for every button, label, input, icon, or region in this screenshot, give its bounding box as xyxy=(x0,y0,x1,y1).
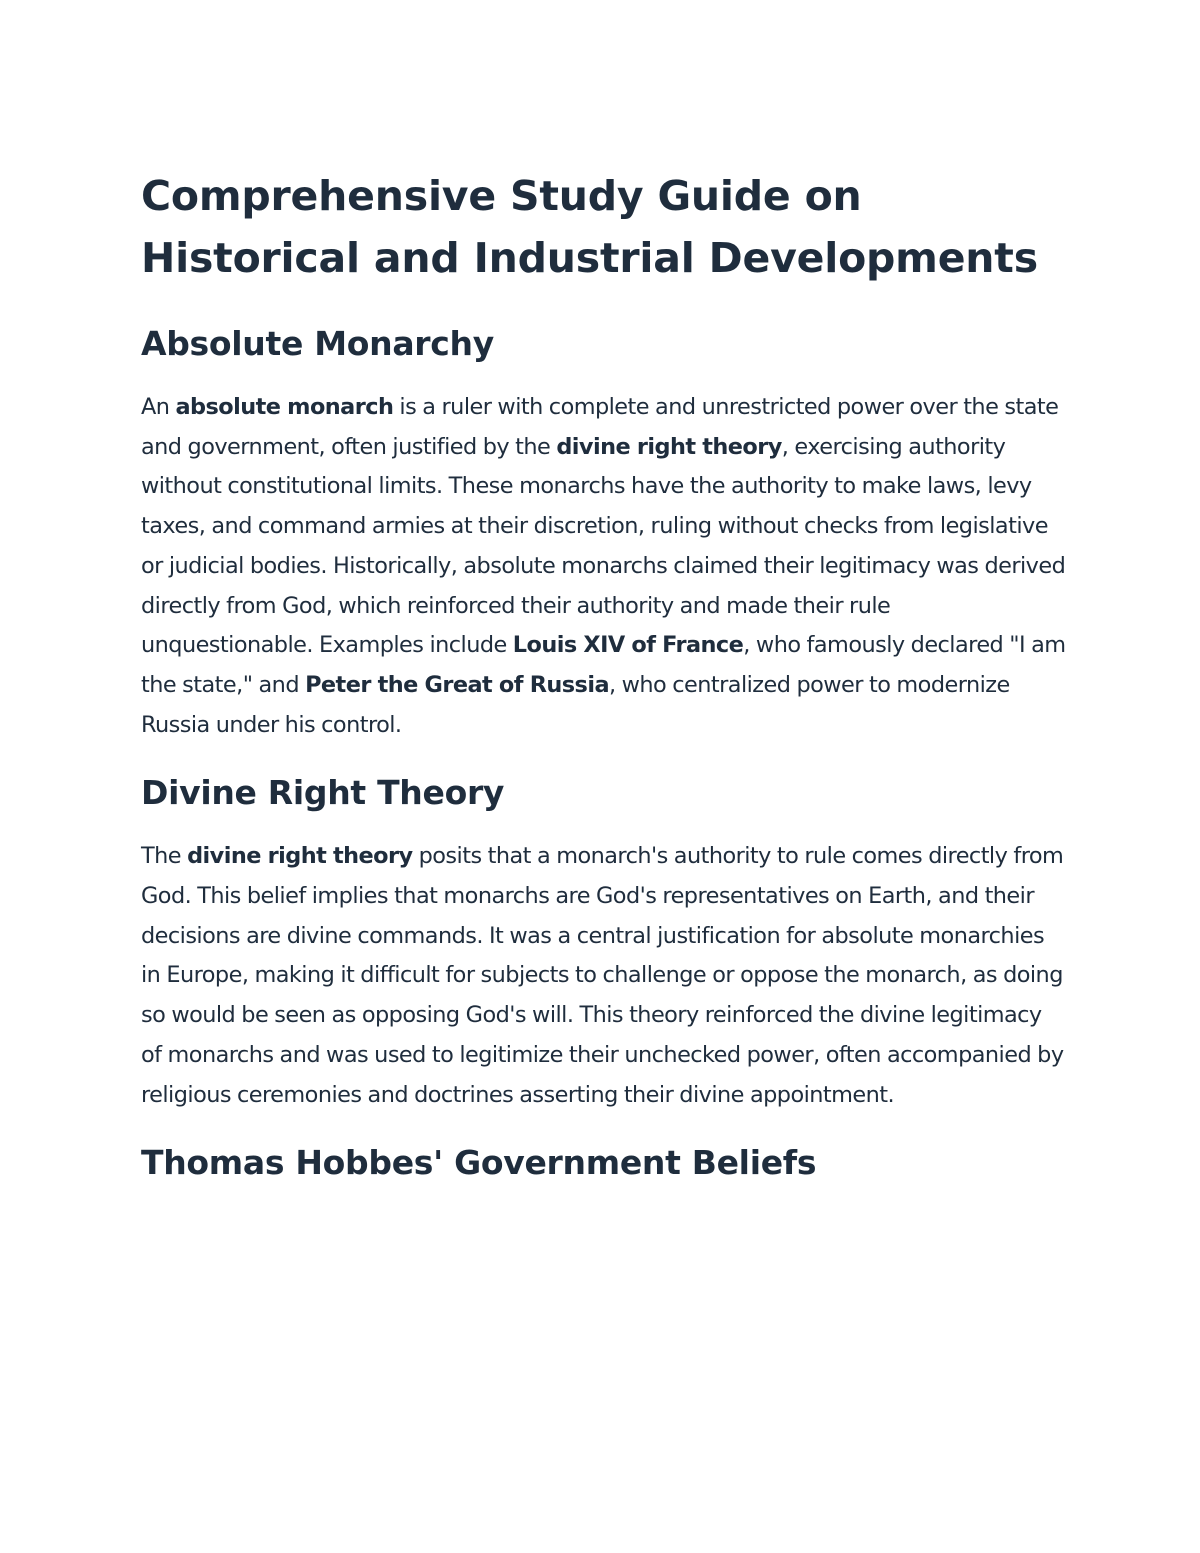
document-title: Comprehensive Study Guide on Historical and Industrial Developments xyxy=(141,172,1038,282)
text-run: , who centralized power to modernize Russia under his control. xyxy=(141,671,1010,738)
bold-term: Peter the Great of Russia xyxy=(305,671,610,698)
section-paragraph-divine-right-theory xyxy=(141,837,1066,1115)
document-page xyxy=(141,165,1066,1185)
bold-term: absolute monarch xyxy=(175,394,394,420)
bold-term: divine right theory xyxy=(556,433,782,460)
section-heading-thomas-hobbes: Thomas Hobbes' Government Beliefs xyxy=(141,1143,817,1183)
text-run: The xyxy=(141,843,188,870)
text-run: , exercising authority without constitutional limits. These monarchs have the authority to make laws, levy taxes, and command armies at their discretion, ruling without checks from legislative or judicial bodies. Historically, absolute monarchs claimed their legitimacy was derived directly from God, which reinforced their authority and made their rule unquestionable. Examples include xyxy=(141,433,1066,659)
text-run: An xyxy=(141,394,176,420)
bold-term: Louis XIV of France xyxy=(512,632,744,659)
text-run: , who famously declared "I am the state," and xyxy=(141,632,1066,698)
text-run: is a ruler with complete and unrestricted power over the state and government, often justified by the xyxy=(141,394,1059,460)
section-paragraph-absolute-monarchy xyxy=(141,388,1066,745)
section-heading-divine-right-theory: Divine Right Theory xyxy=(141,773,505,813)
text-run: posits that a monarch's authority to rule comes directly from God. This belief implies that monarchs are God's representatives on Earth, and their decisions are divine commands. It was a central justification for absolute monarchies in Europe, making it difficult for subjects to challenge or oppose the monarch, as doing so would be seen as opposing God's will. This theory reinforced the divine legitimacy of monarchs and was used to legitimize their unchecked power, often accompanied by religious ceremonies and doctrines asserting their divine appointment. xyxy=(141,843,1064,1108)
section-heading-absolute-monarchy: Absolute Monarchy xyxy=(141,324,494,363)
bold-term: divine right theory xyxy=(187,843,413,870)
